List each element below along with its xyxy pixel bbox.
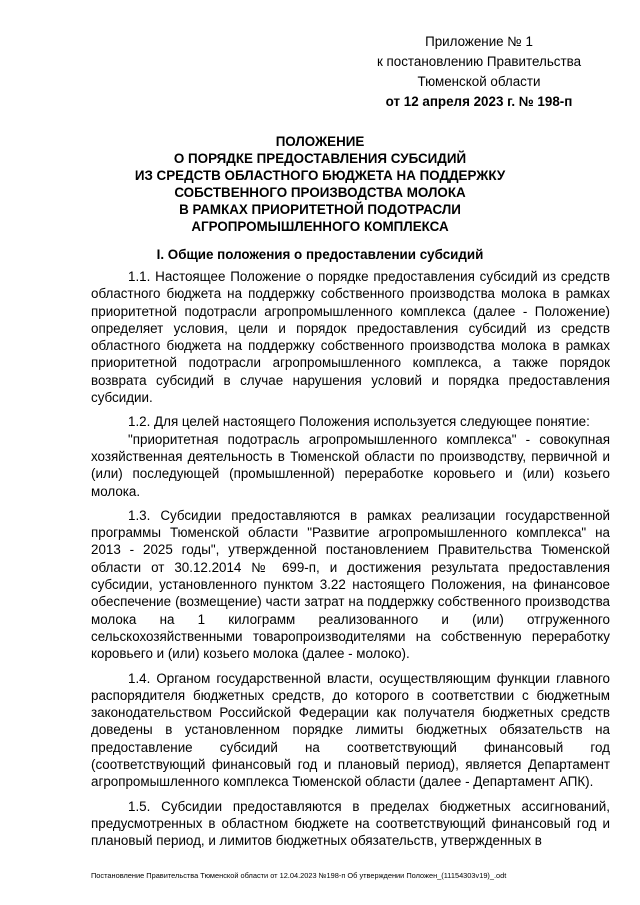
appendix-number: Приложение № 1 [425, 34, 533, 49]
appendix-reference: к постановлению Правительства [376, 54, 582, 69]
appendix-region: Тюменской области [417, 74, 541, 89]
title-line-6: АГРОПРОМЫШЛЕННОГО КОМПЛЕКСА [191, 219, 449, 234]
paragraph-1-1: 1.1. Настоящее Положение о порядке предоставления субсидий из средств областного бюджета на поддержку собственного производства молока в рамках приоритетной подотрасли агропромышленного комплекса (далее - Положение) определяет условия, цели и порядок предоставления субсидий из средств областного бюджета на поддержку собственного производства молока в рамках приоритетной подотрасли агропромышленного комплекса, а также порядок возврата субсидий в случае нарушения условий и порядка предоставления субсидии. [91, 269, 610, 406]
appendix-date-number: от 12 апреля 2023 г. № 198-п [385, 94, 573, 109]
paragraph-definition: "приоритетная подотрасль агропромышленного комплекса" - совокупная хозяйственная деятельность в Тюменской области по производству, первичной и (или) последующей (промышленной) переработке коровьего и (или) козьего молока. [91, 431, 610, 499]
title-line-5: В РАМКАХ ПРИОРИТЕТНОЙ ПОДОТРАСЛИ [179, 202, 461, 217]
paragraph-1-4: 1.4. Органом государственной власти, осуществляющим функции главного распорядителя бюджетных средств, до которого в соответствии с бюджетным законодательством Российской Федерации как получателя бюджетных средств доведены в установленном порядке лимиты бюджетных обязательств на предоставление субсидий на соответствующий финансовый год (соответствующий финансовый год и плановый период), является Департамент агропромышленного комплекса Тюменской области (далее - Департамент АПК). [91, 670, 610, 790]
paragraph-1-2: 1.2. Для целей настоящего Положения используется следующее понятие: [128, 414, 590, 430]
section-heading: I. Общие положения о предоставлении субсидий [156, 247, 484, 262]
section-body [91, 268, 610, 850]
document-footer: Постановление Правительства Тюменской области от 12.04.2023 №198-п Об утверждении Положен_(11154303v19)_.odt [91, 871, 507, 880]
document-title [90, 133, 550, 235]
paragraph-1-5: 1.5. Субсидии предоставляются в пределах бюджетных ассигнований, предусмотренных в областном бюджете на соответствующий финансовый год и плановый период, и лимитов бюджетных обязательств, утвержденных в [91, 798, 610, 849]
title-line-1: ПОЛОЖЕНИЕ [275, 134, 365, 149]
paragraph-1-3: 1.3. Субсидии предоставляются в рамках реализации государственной программы Тюменской области "Развитие агропромышленного комплекса" на 2013 - 2025 годы", утвержденной постановлением Правительства Тюменской области от 30.12.2014 № 699-п, и достижения результата предоставления субсидии, установленного пунктом 3.22 настоящего Положения, на финансовое обеспечение (возмещение) части затрат на поддержку собственного производства молока на 1 килограмм реализованного и (или) отгруженного сельскохозяйственными товаропроизводителями на собственную переработку коровьего и (или) козьего молока (далее - молоко). [91, 507, 610, 662]
title-line-3: ИЗ СРЕДСТВ ОБЛАСТНОГО БЮДЖЕТА НА ПОДДЕРЖКУ [134, 168, 506, 183]
title-line-2: О ПОРЯДКЕ ПРЕДОСТАВЛЕНИЯ СУБСИДИЙ [173, 151, 467, 166]
title-line-4: СОБСТВЕННОГО ПРОИЗВОДСТВА МОЛОКА [174, 185, 466, 200]
appendix-block [364, 32, 594, 112]
